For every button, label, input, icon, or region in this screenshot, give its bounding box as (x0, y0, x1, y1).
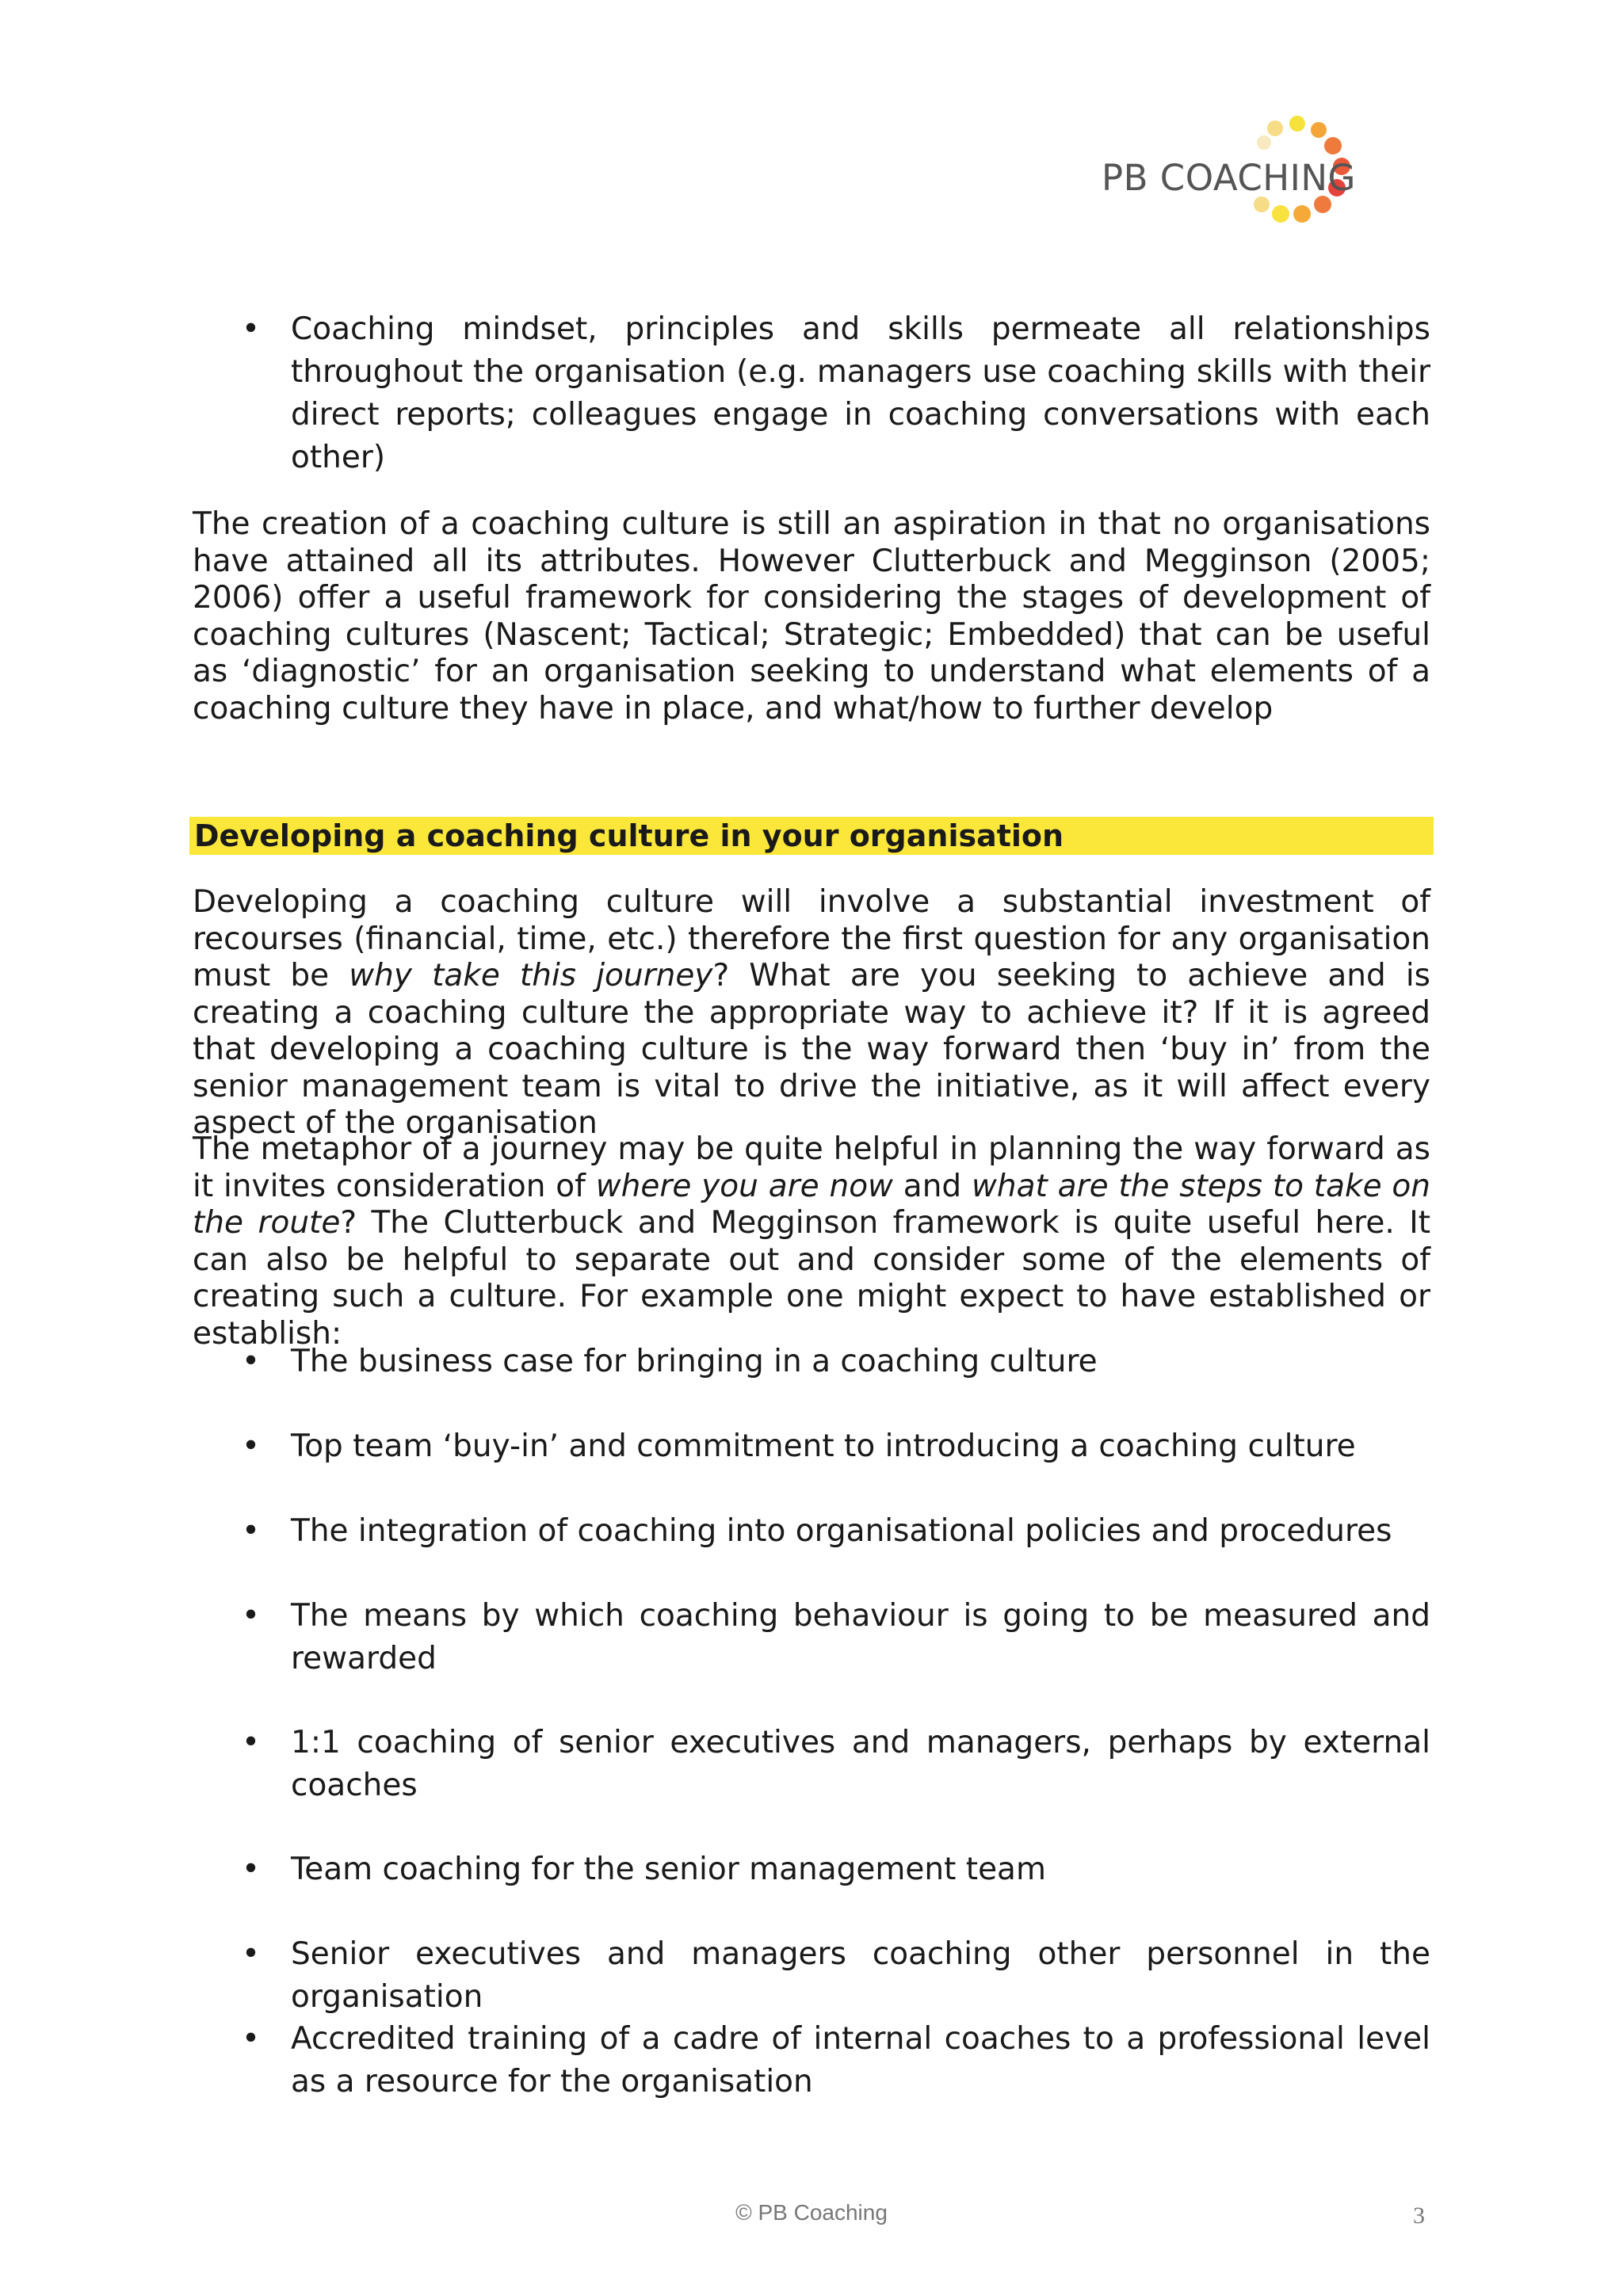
footer-copyright: © PB Coaching (735, 2200, 888, 2225)
list-item-text: The business case for bringing in a coaching culture (291, 1344, 1098, 1379)
list-item (193, 1341, 1430, 1383)
list-item-text: Top team ‘buy-in’ and commitment to introducing a coaching culture (291, 1428, 1356, 1464)
paragraph-coaching-culture-aspiration (193, 506, 1430, 727)
list-item (193, 1848, 1430, 1891)
paragraph-2-italic: why take this journey (349, 958, 713, 994)
logo-text: PB COACHING (1102, 157, 1356, 199)
page-number: 3 (1413, 2203, 1425, 2229)
bullet-icon: • (242, 1428, 261, 1464)
bullet-icon: • (242, 1936, 261, 1972)
bullet-icon: • (242, 1852, 261, 1887)
bullet-icon: • (242, 1344, 261, 1379)
paragraph-3-italic-1: where you are now (595, 1168, 893, 1204)
list-item-text: 1:1 coaching of senior executives and managers, perhaps by external coaches (291, 1725, 1430, 1803)
bullet-icon: • (242, 1598, 261, 1634)
list-item (193, 1722, 1430, 1807)
paragraph-2-part-2: ? What are you seeking to achieve and is creating a coaching culture the appropriate way to achieve it? If it is agreed that developing a coaching culture is the way forward then ‘buy in’ from the senior management team is vital to drive the initiative, as it will affect every aspect of the organisation (193, 958, 1430, 1141)
bullet-icon: • (242, 1513, 261, 1549)
list-item (193, 1595, 1430, 1680)
bullet-icon: • (242, 1725, 261, 1760)
section-heading: Developing a coaching culture in your organisation (194, 818, 1064, 853)
intro-bullet-item (193, 308, 1430, 479)
paragraph-3-part-2: and (892, 1168, 972, 1204)
list-item (193, 2018, 1430, 2103)
list-item-text: Senior executives and managers coaching other personnel in the organisation (291, 1936, 1430, 2015)
paragraph-3-italic-2: what are the steps to take on the route (193, 1168, 1430, 1241)
intro-bullet-text: Coaching mindset, principles and skills permeate all relationships throughout the organisation (e.g. managers use coaching skills with their direct reports; colleagues engage in coaching conversations with each other) (291, 311, 1430, 475)
bullet-icon: • (242, 311, 261, 347)
list-item (193, 1510, 1430, 1553)
list-item (193, 1425, 1430, 1468)
list-item-text: Accredited training of a cadre of internal coaches to a professional level as a resource for the organisation (291, 2021, 1430, 2100)
paragraph-3-part-3: ? The Clutterbuck and Megginson framework is quite useful here. It can also be helpful to separate out and consider some of the elements of creating such a culture. For example one might expect to have established or establish: (193, 1205, 1430, 1352)
paragraph-1-text: The creation of a coaching culture is still an aspiration in that no organisations have attained all its attributes. However Clutterbuck and Megginson (2005; 2006) offer a useful framework for considering the stages of development of coaching cultures (Nascent; Tactical; Strategic; Embedded) that can be useful as ‘diagnostic’ for an organisation seeking to understand what elements of a coaching culture they have in place, and what/how to further develop (193, 506, 1430, 727)
paragraph-journey-metaphor (193, 1131, 1430, 1352)
paragraph-developing-culture (193, 884, 1430, 1142)
list-item-text: Team coaching for the senior management team (291, 1852, 1046, 1887)
bullet-icon: • (242, 2021, 261, 2057)
list-item-text: The integration of coaching into organisational policies and procedures (291, 1513, 1392, 1549)
list-item-text: The means by which coaching behaviour is going to be measured and rewarded (291, 1598, 1430, 1676)
pb-coaching-logo (1102, 111, 1387, 246)
paragraph-3-part-1: The metaphor of a journey may be quite helpful in planning the way forward as it invites consideration of (193, 1131, 1430, 1204)
paragraph-2-part-1: Developing a coaching culture will involve a substantial investment of recourses (financial, time, etc.) therefore the first question for any organisation must be (193, 884, 1430, 994)
list-item (193, 1933, 1430, 2019)
